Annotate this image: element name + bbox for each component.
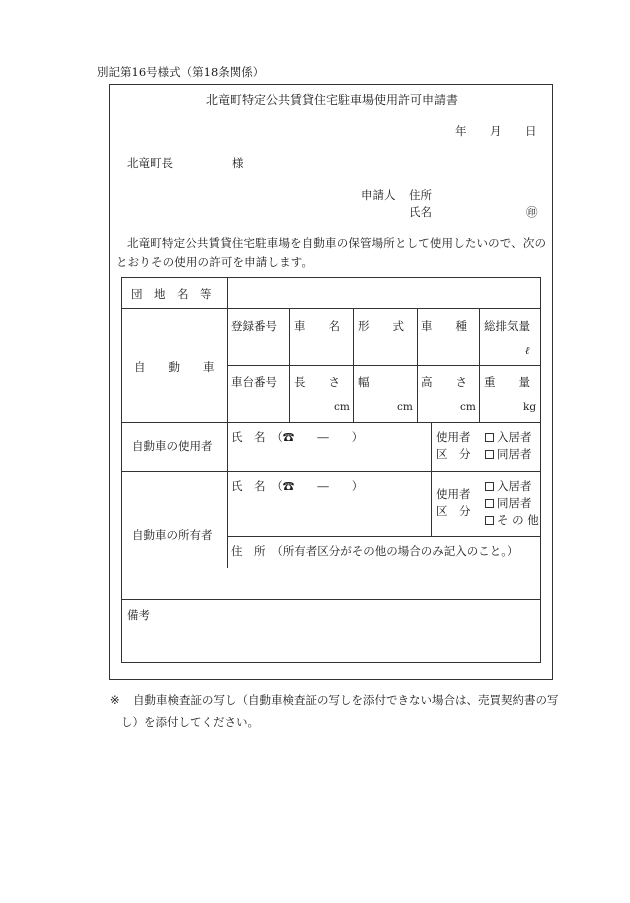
- seal-mark: ㊞: [526, 205, 538, 219]
- model-label: 形 式: [358, 319, 404, 333]
- applicant-label: 申請人: [361, 188, 396, 202]
- addressee-name: 北竜町長: [127, 156, 173, 170]
- application-table: [121, 277, 541, 663]
- user-label: 自動車の使用者: [132, 439, 213, 453]
- date-year: 年: [455, 124, 467, 138]
- unit-cm-length: cm: [334, 401, 350, 413]
- weight-label: 重 量: [484, 375, 530, 389]
- request-text-line2: とおりその使用の許可を申請します。: [116, 255, 314, 269]
- date-month: 月: [490, 124, 502, 138]
- checkbox-icon[interactable]: [485, 450, 494, 459]
- applicant-address-label: 住所: [409, 188, 432, 202]
- owner-option-other[interactable]: そ の 他: [485, 515, 539, 527]
- applicant-name-label: 氏名: [409, 205, 432, 219]
- unit-liter: ℓ: [525, 345, 530, 357]
- owner-category-label-1: 使用者: [436, 487, 471, 501]
- footnote-line1: 自動車検査証の写し（自動車検査証の写しを添付できない場合は、売買契約書の写: [133, 693, 559, 707]
- owner-name-field: 氏 名 （☎ ― ）: [231, 479, 364, 493]
- owner-address-field: 住 所 （所有者区分がその他の場合のみ記入のこと。）: [231, 544, 519, 558]
- checkbox-icon[interactable]: [485, 482, 494, 491]
- displacement-label: 総排気量: [484, 319, 530, 333]
- user-option-cohabitant[interactable]: 同居者: [485, 449, 532, 461]
- car-label: 自 動 車: [134, 360, 215, 374]
- form-title: 北竜町特定公共賃貸住宅駐車場使用許可申請書: [206, 93, 459, 107]
- height-label: 高 さ: [421, 375, 467, 389]
- owner-option-resident[interactable]: 入居者: [485, 481, 532, 493]
- owner-category-label-2: 区 分: [436, 504, 471, 518]
- car-name-label: 車 名: [294, 319, 340, 333]
- addressee-honorific: 様: [232, 156, 244, 170]
- user-name-field: 氏 名 （☎ ― ）: [231, 430, 364, 444]
- request-text-line1: 北竜町特定公共賃貸住宅駐車場を自動車の保管場所として使用したいので、次の: [127, 236, 547, 250]
- remarks-label: 備考: [127, 608, 150, 622]
- checkbox-icon[interactable]: [485, 433, 494, 442]
- date-day: 日: [525, 124, 537, 138]
- chassis-no-label: 車台番号: [231, 375, 277, 389]
- unit-cm-height: cm: [460, 401, 476, 413]
- owner-option-cohabitant[interactable]: 同居者: [485, 498, 532, 510]
- danchi-label: 団 地 名 等: [131, 287, 212, 301]
- footnote-mark: ※: [110, 693, 120, 707]
- width-label: 幅: [358, 375, 370, 389]
- car-type-label: 車 種: [421, 319, 467, 333]
- user-option-resident[interactable]: 入居者: [485, 432, 532, 444]
- user-category-label-2: 区 分: [436, 447, 471, 461]
- unit-cm-width: cm: [397, 401, 413, 413]
- user-category-label-1: 使用者: [436, 430, 471, 444]
- form-number: 別記第16号様式（第18条関係）: [97, 65, 265, 79]
- unit-kg: kg: [523, 401, 537, 413]
- owner-label: 自動車の所有者: [132, 528, 213, 542]
- checkbox-icon[interactable]: [485, 516, 494, 525]
- footnote-line2: し）を添付してください。: [121, 715, 259, 729]
- length-label: 長 さ: [294, 375, 340, 389]
- checkbox-icon[interactable]: [485, 499, 494, 508]
- reg-no-label: 登録番号: [231, 319, 277, 333]
